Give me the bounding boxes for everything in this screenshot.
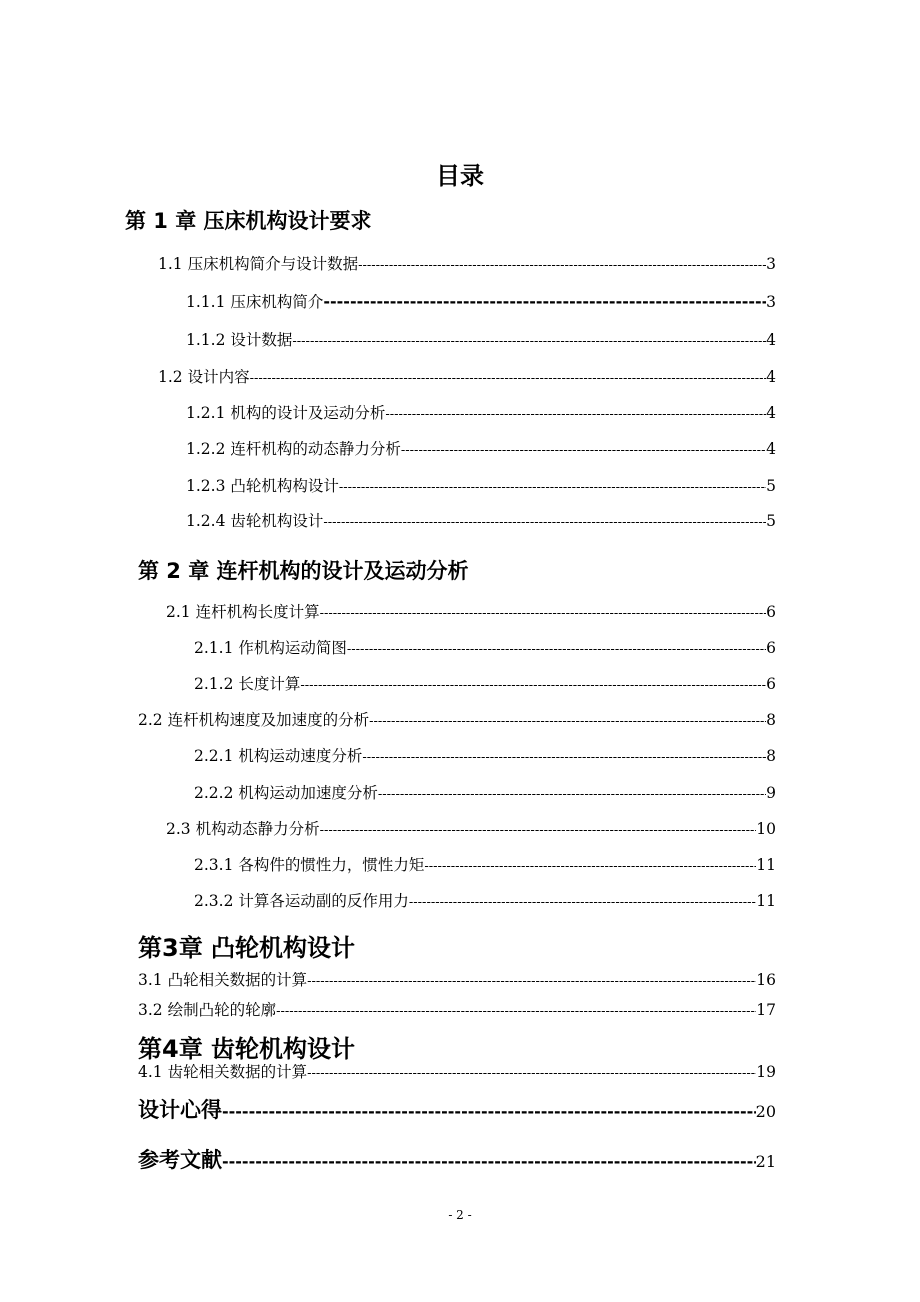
leader-dots: [385, 407, 766, 422]
toc-entry-1-1-1[interactable]: [186, 290, 776, 312]
toc-entry-label: 2.3.1 各构件的惯性力，惯性力矩: [194, 856, 425, 874]
toc-entry-label: 2.3.2 计算各运动副的反作用力: [194, 892, 409, 910]
toc-entry-2-2-2[interactable]: [194, 781, 776, 803]
leader-dots: [424, 859, 756, 874]
toc-entry-2-2-1[interactable]: [194, 744, 776, 766]
leader-dots: [300, 678, 766, 693]
toc-entry-1-1-2[interactable]: [186, 328, 776, 350]
leader-dots: [250, 371, 767, 386]
toc-entry-1-2-3[interactable]: [186, 474, 776, 496]
toc-entry-label: 2.3 机构动态静力分析: [166, 820, 320, 838]
leader-dots: [292, 334, 766, 349]
toc-entry-page: 6: [766, 603, 776, 621]
leader-dots: [339, 480, 766, 495]
toc-entry-1-2-4[interactable]: [186, 509, 776, 531]
toc-entry-2-3[interactable]: [166, 817, 776, 839]
chapter-3-heading: [138, 928, 355, 963]
chapter-1-heading: [125, 205, 372, 235]
toc-entry-page: 4: [766, 331, 776, 349]
toc-entry-label: 2.1.1 作机构运动简图: [194, 639, 347, 657]
leader-dots: [320, 823, 757, 838]
toc-entry-2-1[interactable]: [166, 600, 776, 622]
toc-entry-page: 17: [756, 1001, 776, 1019]
toc-entry-page: 20: [755, 1102, 776, 1121]
toc-entry-1-2-1[interactable]: [186, 401, 776, 423]
toc-entry-label: 4.1 齿轮相关数据的计算: [138, 1063, 308, 1081]
toc-entry-label: 2.2.2 机构运动加速度分析: [194, 784, 378, 802]
toc-entry-label: 1.2.2 连杆机构的动态静力分析: [186, 440, 401, 458]
toc-entry-page: 5: [766, 512, 776, 530]
leader-dots: [369, 714, 766, 729]
leader-dots: [323, 515, 766, 530]
toc-entry-1-1[interactable]: [158, 252, 776, 274]
toc-entry-page: 4: [766, 368, 776, 386]
toc-entry-4-1[interactable]: [138, 1060, 776, 1082]
toc-entry-label: 1.1 压床机构简介与设计数据: [158, 255, 359, 273]
toc-entry-label: 2.1 连杆机构长度计算: [166, 603, 320, 621]
leader-dots: [307, 974, 756, 989]
leader-dots: [307, 1066, 756, 1081]
toc-entry-label: 1.2.3 凸轮机构构设计: [186, 477, 339, 495]
toc-entry-label: 2.2 连杆机构速度及加速度的分析: [138, 711, 370, 729]
toc-entry-label: 1.1.1 压床机构简介: [186, 293, 324, 311]
toc-entry-2-3-2[interactable]: [194, 889, 776, 911]
toc-entry-page: 6: [766, 675, 776, 693]
leader-dots: [401, 443, 766, 458]
leader-dots: [362, 750, 766, 765]
toc-entry-page: 4: [766, 440, 776, 458]
chapter-2-label: 第 2 章 连杆机构的设计及运动分析: [138, 559, 469, 583]
toc-entry-page: 21: [755, 1152, 776, 1171]
leader-dots: [323, 292, 766, 311]
toc-entry-page: 11: [756, 856, 776, 874]
page-number-footer: - 2 -: [448, 1208, 472, 1222]
toc-entry-page: 8: [766, 711, 776, 729]
toc-entry-page: 10: [756, 820, 776, 838]
toc-entry-page: 5: [766, 477, 776, 495]
toc-entry-3-1[interactable]: [138, 968, 776, 990]
leader-dots: [276, 1004, 756, 1019]
leader-dots: [409, 895, 756, 910]
toc-entry-2-3-1[interactable]: [194, 853, 776, 875]
chapter-4-heading: [138, 1029, 355, 1064]
toc-entry-1-2-2[interactable]: [186, 437, 776, 459]
toc-entry-page: 3: [766, 293, 776, 311]
toc-title: 目录: [436, 162, 484, 190]
toc-entry-page: 11: [756, 892, 776, 910]
toc-entry-label: 1.1.2 设计数据: [186, 331, 293, 349]
toc-entry-3-2[interactable]: [138, 998, 776, 1020]
toc-entry-label: 设计心得: [138, 1098, 222, 1122]
chapter-4-label: 第4章 齿轮机构设计: [138, 1035, 356, 1063]
toc-entry-label: 2.1.2 长度计算: [194, 675, 301, 693]
toc-entry-design-notes[interactable]: [138, 1094, 776, 1124]
toc-entry-page: 6: [766, 639, 776, 657]
toc-entry-page: 9: [766, 784, 776, 802]
toc-entry-page: 16: [756, 971, 776, 989]
toc-entry-2-1-2[interactable]: [194, 672, 776, 694]
toc-entry-page: 8: [766, 747, 776, 765]
toc-entry-2-1-1[interactable]: [194, 636, 776, 658]
leader-dots: [347, 642, 766, 657]
toc-entry-label: 3.1 凸轮相关数据的计算: [138, 971, 308, 989]
leader-dots: [378, 787, 766, 802]
chapter-2-heading: [138, 555, 469, 585]
toc-entry-label: 1.2.4 齿轮机构设计: [186, 512, 324, 530]
leader-dots: [320, 606, 767, 621]
chapter-1-label: 第 1 章 压床机构设计要求: [125, 209, 372, 233]
toc-entry-2-2[interactable]: [138, 708, 776, 730]
toc-entry-label: 2.2.1 机构运动速度分析: [194, 747, 363, 765]
toc-entry-references[interactable]: [138, 1144, 776, 1174]
toc-entry-1-2[interactable]: [158, 365, 776, 387]
toc-entry-label: 1.2 设计内容: [158, 368, 250, 386]
leader-dots: [222, 1152, 756, 1171]
toc-entry-page: 3: [766, 255, 776, 273]
toc-entry-label: 3.2 绘制凸轮的轮廓: [138, 1001, 277, 1019]
leader-dots: [222, 1102, 756, 1121]
toc-entry-label: 1.2.1 机构的设计及运动分析: [186, 404, 386, 422]
toc-entry-label: 参考文献: [138, 1148, 222, 1172]
toc-entry-page: 4: [766, 404, 776, 422]
toc-entry-page: 19: [756, 1063, 776, 1081]
leader-dots: [358, 258, 766, 273]
chapter-3-label: 第3章 凸轮机构设计: [138, 934, 356, 962]
